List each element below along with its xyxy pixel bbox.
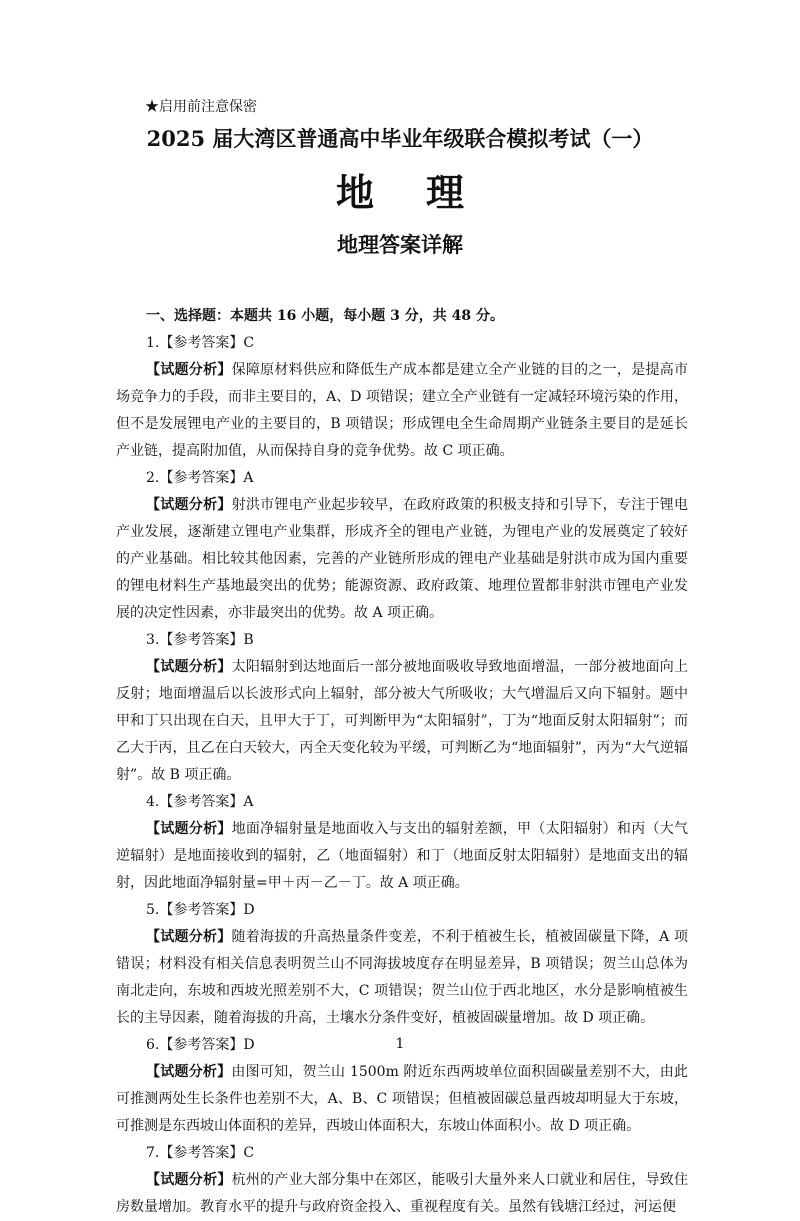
- answer-body: [116, 303, 688, 1221]
- question-4-answer: 4.【参考答案】A: [146, 794, 254, 810]
- analysis-tag: 【试题分析】: [146, 659, 232, 675]
- question-1-analysis: [116, 357, 688, 465]
- confidential-notice: ★启用前注意保密: [145, 99, 257, 115]
- exam-title: 2025 届大湾区普通高中毕业年级联合模拟考试（一）: [146, 126, 654, 151]
- analysis-text: 射洪市锂电产业起步较早，在政府政策的积极支持和引导下，专注于锂电产业发展，逐渐建立锂电产业集群，形成齐全的锂电产业链，为锂电产业的发展奠定了较好的产业基础。相比较其他因素，完善的产业链所形成的锂电产业基础是射洪市成为国内重要的锂电材料生产基地最突出的优势；能源资源、政府政策、地理位置都非射洪市锂电产业发展的决定性因素，亦非最突出的优势。故 A 项正确。: [116, 497, 689, 621]
- question-1-answer: 1.【参考答案】C: [146, 335, 255, 351]
- answer-key-subtitle: 地理答案详解: [337, 232, 463, 257]
- analysis-text: 杭州的产业大部分集中在郊区，能吸引大量外来人口就业和居住，导致住房数量增加。教育水平的提升与政府资金投入、重视程度有关。虽然有钱塘江经过，河运便: [116, 1172, 689, 1215]
- analysis-text: 地面净辐射量是地面收入与支出的辐射差额，甲（太阳辐射）和丙（大气逆辐射）是地面接收到的辐射，乙（地面辐射）和丁（地面反射太阳辐射）是地面支出的辐射，因此地面净辐射量=甲＋丙－乙－丁。故 A 项正确。: [116, 821, 689, 891]
- page-number: 1: [395, 1036, 405, 1052]
- question-5-analysis: [116, 924, 688, 1032]
- analysis-tag: 【试题分析】: [146, 1064, 232, 1080]
- question-4-analysis: [116, 816, 688, 897]
- analysis-tag: 【试题分析】: [146, 821, 232, 837]
- question-3-analysis: [116, 654, 688, 789]
- analysis-tag: 【试题分析】: [146, 929, 232, 945]
- analysis-text: 随着海拔的升高热量条件变差，不利于植被生长，植被固碳量下降，A 项错误；材料没有相关信息表明贺兰山不同海拔坡度存在明显差异，B 项错误；贺兰山总体为南北走向，东坡和西坡光照差别不大，C 项错误；贺兰山位于西北地区，水分是影响植被生长的主导因素，随着海拔的升高，土壤水分条件变好，植被固碳量增加。故 D 项正确。: [116, 929, 688, 1026]
- question-6-answer: 6.【参考答案】D: [146, 1037, 255, 1053]
- analysis-text: 保障原材料供应和降低生产成本都是建立全产业链的目的之一，是提高市场竞争力的手段，而非主要目的，A、D 项错误；建立全产业链有一定减轻环境污染的作用，但不是发展锂电产业的主要目的，B 项错误；形成锂电全生命周期产业链条主要目的是延长产业链，提高附加值，从而保持自身的竞争优势。故 C 项正确。: [116, 362, 689, 459]
- section-heading: 一、选择题：本题共 16 小题，每小题 3 分，共 48 分。: [146, 308, 504, 324]
- question-2-answer: 2.【参考答案】A: [146, 470, 254, 486]
- question-7-answer: 7.【参考答案】C: [146, 1145, 255, 1161]
- subject-title: 地理: [335, 170, 516, 215]
- analysis-tag: 【试题分析】: [146, 497, 232, 513]
- analysis-tag: 【试题分析】: [146, 1172, 232, 1188]
- analysis-text: 太阳辐射到达地面后一部分被地面吸收导致地面增温，一部分被地面向上反射；地面增温后以长波形式向上辐射，部分被大气所吸收；大气增温后又向下辐射。题中甲和丁只出现在白天，且甲大于丁，可判断甲为“太阳辐射”，丁为“地面反射太阳辐射”；而乙大于丙，且乙在白天较大，丙全天变化较为平缓，可判断乙为“地面辐射”，丙为“大气逆辐射”。故 B 项正确。: [116, 659, 689, 783]
- question-3-answer: 3.【参考答案】B: [146, 632, 254, 648]
- question-6-analysis: [116, 1059, 688, 1140]
- analysis-text: 由图可知，贺兰山 1500m 附近东西两坡单位面积固碳量差别不大，由此可推测两处生长条件也差别不大，A、B、C 项错误；但植被固碳总量西坡却明显大于东坡，可推测是东西坡山体面积的差异，西坡山体面积大，东坡山体面积小。故 D 项正确。: [116, 1064, 688, 1134]
- question-2-analysis: [116, 492, 688, 627]
- question-7-analysis: [116, 1167, 688, 1221]
- question-5-answer: 5.【参考答案】D: [146, 902, 255, 918]
- analysis-tag: 【试题分析】: [146, 362, 232, 378]
